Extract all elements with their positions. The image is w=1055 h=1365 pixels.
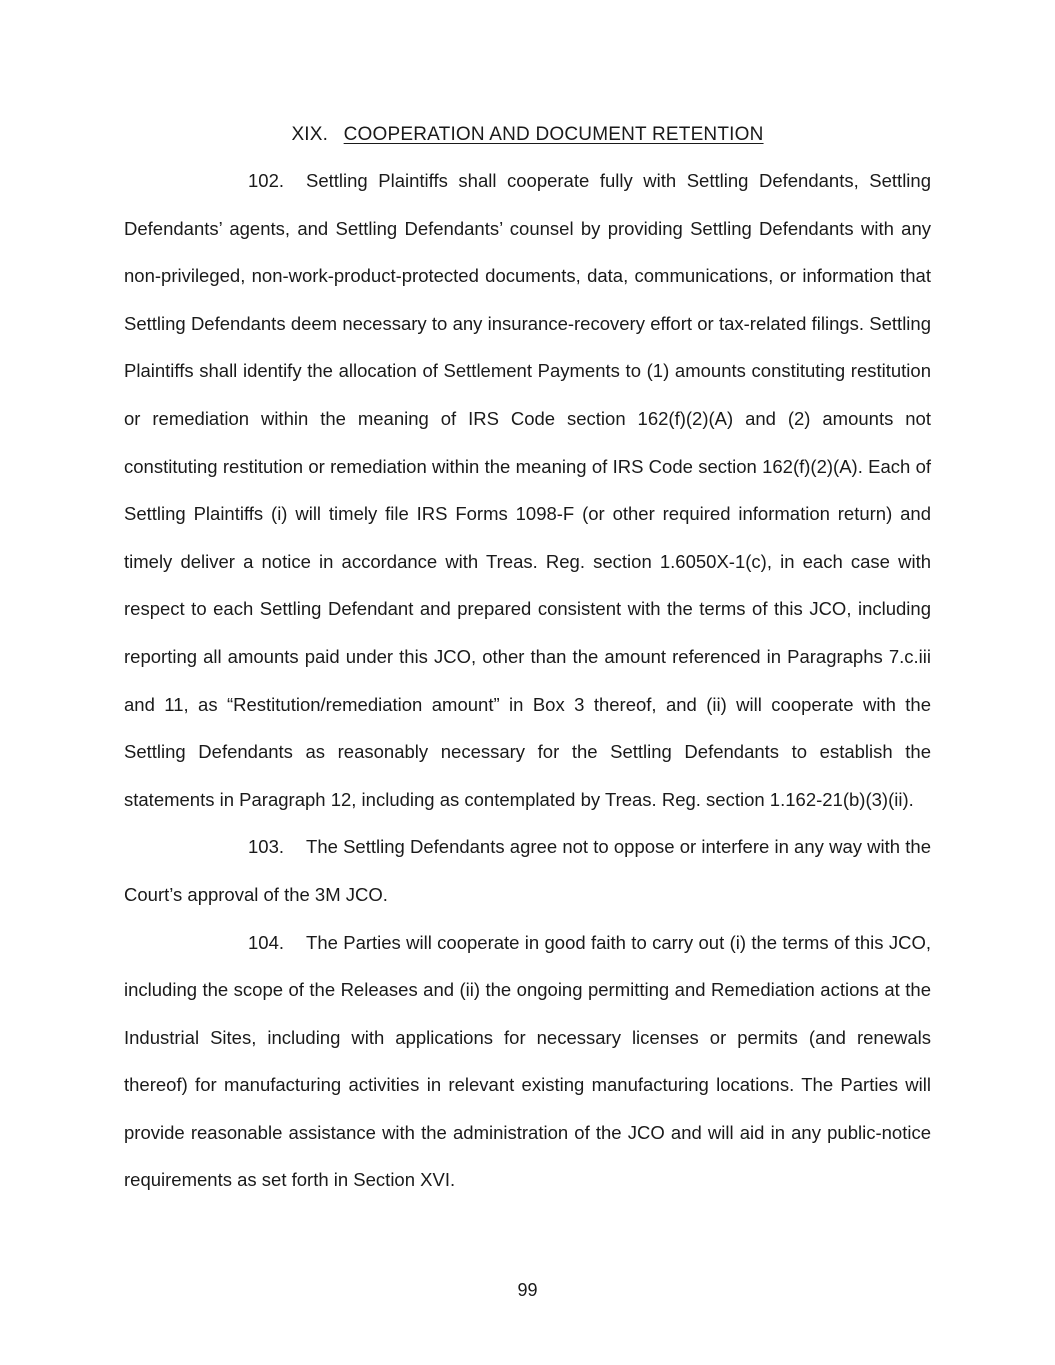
paragraph-103: [124, 823, 931, 918]
document-body: [124, 157, 931, 1204]
section-title: COOPERATION AND DOCUMENT RETENTION: [343, 124, 764, 145]
section-number: XIX.: [291, 124, 329, 145]
paragraph-number: 104.: [248, 931, 285, 953]
paragraph-number: 103.: [248, 836, 285, 858]
paragraph-102: [124, 157, 931, 823]
paragraph-text: The Parties will cooperate in good faith to carry out (i) the terms of this JCO, including the scope of the Releases and (ii) the ongoing permitting and Remediation actions at the Industrial Sites, including with applications for necessary licenses or permits (and renewals thereof) for manufacturing activities in relevant existing manufacturing locations. The Parties will provide reasonable assistance with the administration of the JCO and will aid in any public-notice requirements as set forth in Section XVI.: [124, 931, 931, 1191]
paragraph-text: The Settling Defendants agree not to oppose or interfere in any way with the Court’s approval of the 3M JCO.: [124, 836, 931, 905]
paragraph-number: 102.: [248, 170, 285, 191]
page-number: 99: [517, 1280, 538, 1300]
section-heading: [0, 124, 1055, 146]
paragraph-text: Settling Plaintiffs shall cooperate fully with Settling Defendants, Settling Defendants’ agents, and Settling Defendants’ counsel by providing Settling Defendants with any non-privileged, non-work-product-protected documents, data, communications, or information that Settling Defendants deem necessary to any insurance-recovery effort or tax-related filings. Settling Plaintiffs shall identify the allocation of Settlement Payments to (1) amounts constituting restitution or remediation within the meaning of IRS Code section 162(f)(2)(A) and (2) amounts not constituting restitution or remediation within the meaning of IRS Code section 162(f)(2)(A). Each of Settling Plaintiffs (i) will timely file IRS Forms 1098-F (or other required information return) and timely deliver a notice in accordance with Treas. Reg. section 1.6050X-1(c), in each case with respect to each Settling Defendant and prepared consistent with the terms of this JCO, including reporting all amounts paid under this JCO, other than the amount referenced in Paragraphs 7.c.iii and 11, as “Restitution/remediation amount” in Box 3 thereof, and (ii) will cooperate with the Settling Defendants as reasonably necessary for the Settling Defendants to establish the statements in Paragraph 12, including as contemplated by Treas. Reg. section 1.162-21(b)(3)(ii).: [124, 170, 931, 810]
paragraph-104: [124, 919, 931, 1205]
